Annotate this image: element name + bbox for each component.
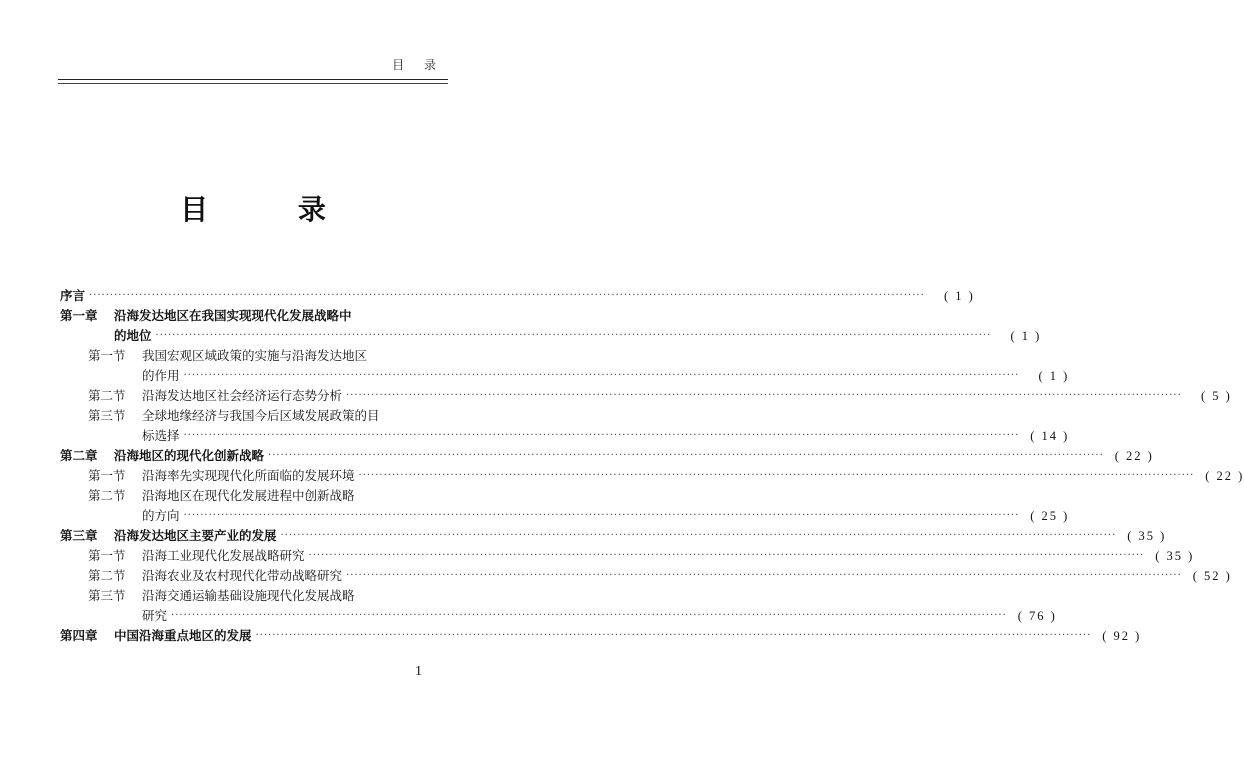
- toc-leader-dots: ········································································································································································································: [268, 450, 1104, 461]
- toc-entry-page: ( 1 ): [1038, 369, 1070, 383]
- toc-entry-label: 第二章: [60, 448, 98, 463]
- toc-leader-dots: ········································································································································································································: [346, 570, 1182, 581]
- toc-entry-page: ( 35 ): [1127, 529, 1167, 543]
- toc-entry[interactable]: [60, 526, 1167, 546]
- toc-leader-dots: ········································································································································································································: [183, 430, 1020, 441]
- toc-entry-label: 第二节: [88, 388, 126, 403]
- toc-entry-title: 序言: [60, 288, 86, 303]
- toc-entry-title: 研究: [142, 608, 168, 623]
- toc-leader-dots: ········································································································································································································: [89, 290, 925, 301]
- toc-entry-label: 第三节: [88, 408, 126, 423]
- toc-entry-page: ( 92 ): [1102, 629, 1142, 643]
- page-number: 1: [415, 664, 422, 679]
- toc-entry[interactable]: [60, 506, 1070, 526]
- toc-entry-page: ( 52 ): [1192, 569, 1232, 583]
- toc-leader-dots: ········································································································································································································: [280, 530, 1117, 541]
- toc-entry-title: 沿海交通运输基础设施现代化发展战略: [142, 588, 355, 603]
- page-title: 目 录: [180, 193, 366, 226]
- toc-entry-title: 我国宏观区域政策的实施与沿海发达地区: [142, 348, 368, 363]
- toc-entry-title: 中国沿海重点地区的发展: [114, 628, 252, 643]
- toc-entry-page: ( 25 ): [1030, 509, 1070, 523]
- toc-entry-title: 沿海地区的现代化创新战略: [114, 448, 265, 463]
- toc-entry[interactable]: [60, 466, 1244, 486]
- toc-entry-page: ( 14 ): [1030, 429, 1070, 443]
- toc-leader-dots: ········································································································································································································: [308, 550, 1145, 561]
- header-rule-thin: [58, 83, 448, 84]
- toc-leader-dots: ········································································································································································································: [358, 470, 1195, 481]
- toc-entry-page: ( 1 ): [1010, 329, 1042, 343]
- toc-entry-label: 第三节: [88, 588, 126, 603]
- toc-entry[interactable]: [60, 406, 446, 426]
- toc-entry[interactable]: [60, 306, 446, 326]
- toc-entry-label: 第一节: [88, 548, 126, 563]
- toc-entry-label: 第二节: [88, 568, 126, 583]
- toc-entry-page: ( 22 ): [1114, 449, 1154, 463]
- toc-entry-title: 沿海地区在现代化发展进程中创新战略: [142, 488, 355, 503]
- toc-entry-page: ( 1 ): [943, 289, 975, 303]
- toc-entry-title: 沿海率先实现现代化所面临的发展环境: [142, 468, 355, 483]
- toc-entry-title: 沿海发达地区主要产业的发展: [114, 528, 277, 543]
- toc-leader-dots: ········································································································································································································: [255, 630, 1092, 641]
- toc-entry-page: ( 35 ): [1155, 549, 1195, 563]
- toc-entry-title: 全球地缘经济与我国今后区域发展政策的目: [142, 408, 380, 423]
- toc-entry-title: 沿海农业及农村现代化带动战略研究: [142, 568, 343, 583]
- toc-entry[interactable]: [60, 366, 1070, 386]
- toc-entry-page: ( 22 ): [1205, 469, 1244, 483]
- toc-leader-dots: ········································································································································································································: [171, 610, 1007, 621]
- toc-entry[interactable]: [60, 606, 1057, 626]
- toc-entry-title: 的方向: [142, 508, 180, 523]
- toc-entry-title: 标选择: [142, 428, 180, 443]
- toc-entry-label: 第二节: [88, 488, 126, 503]
- toc-leader-dots: ········································································································································································································: [346, 390, 1182, 401]
- toc-entry[interactable]: [60, 486, 446, 506]
- running-header: 目 录: [392, 58, 444, 72]
- toc-entry[interactable]: [60, 346, 446, 366]
- table-of-contents: [60, 286, 1244, 646]
- toc-entry[interactable]: [60, 566, 1232, 586]
- toc-entry[interactable]: [60, 326, 1042, 346]
- toc-entry[interactable]: [60, 446, 1154, 466]
- toc-entry[interactable]: [60, 426, 1070, 446]
- toc-entry-label: 第一节: [88, 468, 126, 483]
- toc-entry-title: 沿海发达地区社会经济运行态势分析: [142, 388, 343, 403]
- toc-leader-dots: ········································································································································································································: [155, 330, 992, 341]
- toc-entry[interactable]: [60, 286, 975, 306]
- toc-entry-title: 的地位: [114, 328, 152, 343]
- toc-entry-page: ( 76 ): [1017, 609, 1057, 623]
- toc-entry-label: 第一章: [60, 308, 98, 323]
- toc-entry-title: 沿海发达地区在我国实现现代化发展战略中: [114, 308, 352, 323]
- toc-entry-label: 第三章: [60, 528, 98, 543]
- toc-entry-page: ( 5 ): [1200, 389, 1232, 403]
- toc-leader-dots: ········································································································································································································: [183, 510, 1020, 521]
- toc-entry[interactable]: [60, 626, 1142, 646]
- toc-entry-title: 沿海工业现代化发展战略研究: [142, 548, 305, 563]
- toc-entry-label: 第一节: [88, 348, 126, 363]
- toc-entry-title: 的作用: [142, 368, 180, 383]
- toc-leader-dots: ········································································································································································································: [183, 370, 1020, 381]
- toc-entry[interactable]: [60, 386, 1232, 406]
- header-rule: [58, 79, 448, 80]
- toc-entry[interactable]: [60, 546, 1195, 566]
- toc-entry[interactable]: [60, 586, 446, 606]
- toc-entry-label: 第四章: [60, 628, 98, 643]
